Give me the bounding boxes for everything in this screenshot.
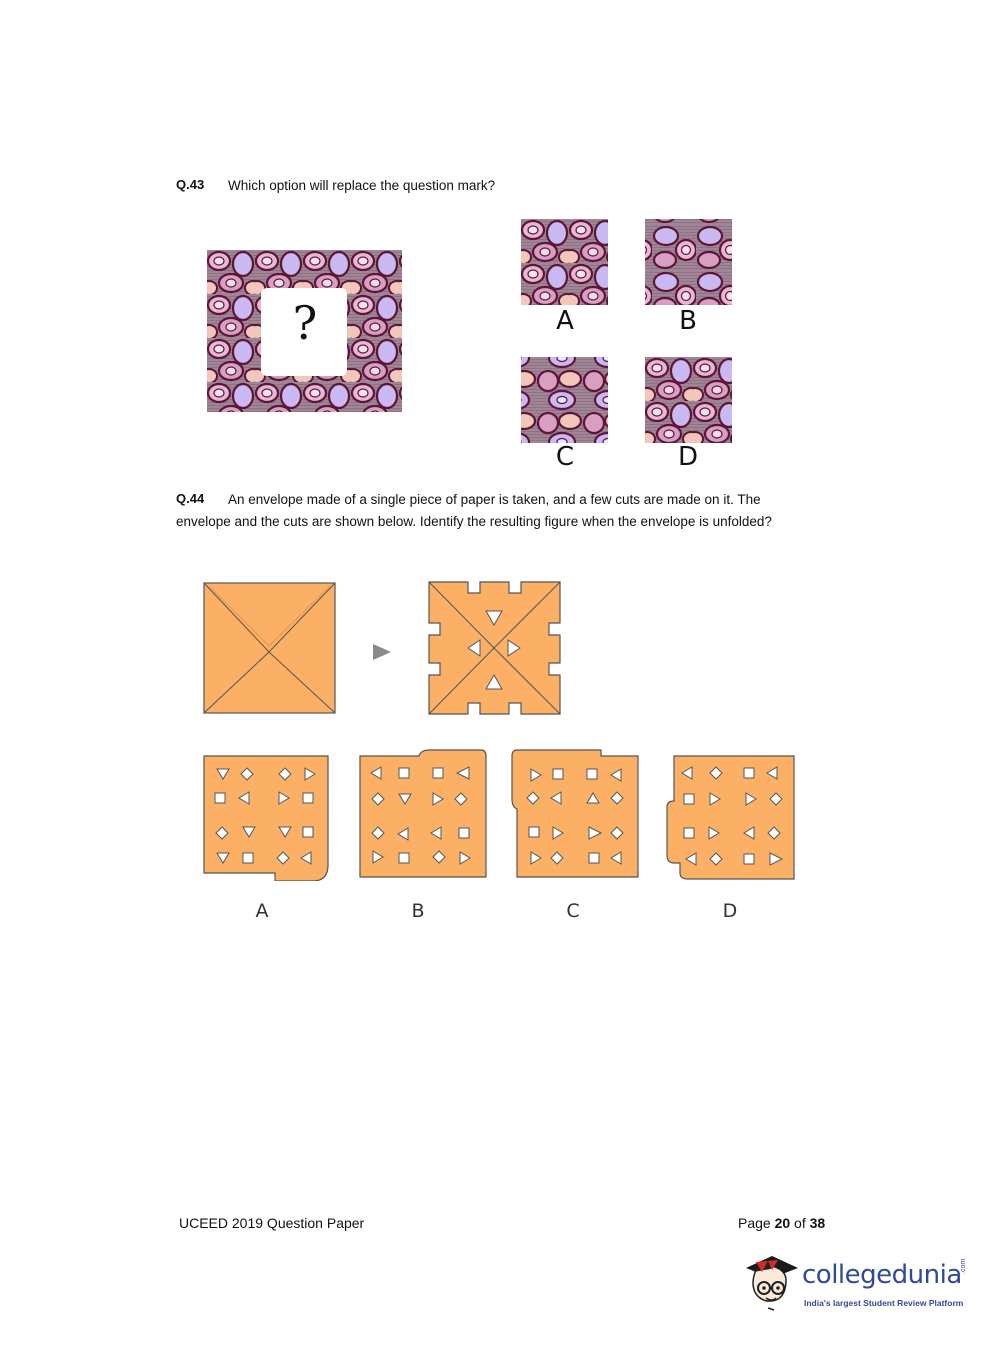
q43-option-a-image[interactable] <box>521 219 608 305</box>
q44-option-d-image[interactable] <box>666 755 795 882</box>
q43-option-a-label: A <box>556 306 574 336</box>
brand-suffix: .com <box>960 1258 967 1274</box>
q44-option-c-label: C <box>566 900 580 922</box>
q43-option-b-image[interactable] <box>645 219 732 305</box>
page-mid: of <box>790 1215 810 1231</box>
page-number <box>738 1215 825 1231</box>
q43-question-text: Which option will replace the question mark? <box>228 178 496 193</box>
q43-number: Q.43 <box>176 177 205 192</box>
q44-question-line1: An envelope made of a single piece of paper is taken, and a few cuts are made on it. The <box>228 492 761 507</box>
q44-question-line2: envelope and the cuts are shown below. Identify the resulting figure when the envelope is unfolded? <box>176 514 772 529</box>
collegedunia-mascot-icon <box>742 1252 800 1312</box>
cut-envelope-figure <box>428 581 561 715</box>
arrow-right-icon <box>372 643 392 661</box>
q44-option-d-label: D <box>722 900 738 922</box>
page-prefix: Page <box>738 1215 775 1231</box>
envelope-figure <box>203 582 336 714</box>
q43-option-b-label: B <box>679 306 697 336</box>
q43-option-d-label: D <box>677 442 699 472</box>
page-total: 38 <box>809 1215 826 1231</box>
q43-option-d-image[interactable] <box>645 357 732 443</box>
q44-option-a-image[interactable] <box>203 755 329 881</box>
brand-tagline: India's largest Student Review Platform <box>804 1298 964 1308</box>
q44-option-a-label: A <box>255 900 269 922</box>
footer-document-title: UCEED 2019 Question Paper <box>179 1215 365 1231</box>
q43-option-c-image[interactable] <box>521 357 608 443</box>
q44-number: Q.44 <box>176 491 205 506</box>
question-mark: ? <box>292 296 318 350</box>
page-current: 20 <box>774 1215 791 1231</box>
q43-option-c-label: C <box>555 442 575 472</box>
q44-option-c-image[interactable] <box>511 749 639 879</box>
q44-option-b-image[interactable] <box>359 749 487 879</box>
q44-option-b-label: B <box>411 900 425 922</box>
brand-name: collegedunia <box>802 1260 962 1290</box>
